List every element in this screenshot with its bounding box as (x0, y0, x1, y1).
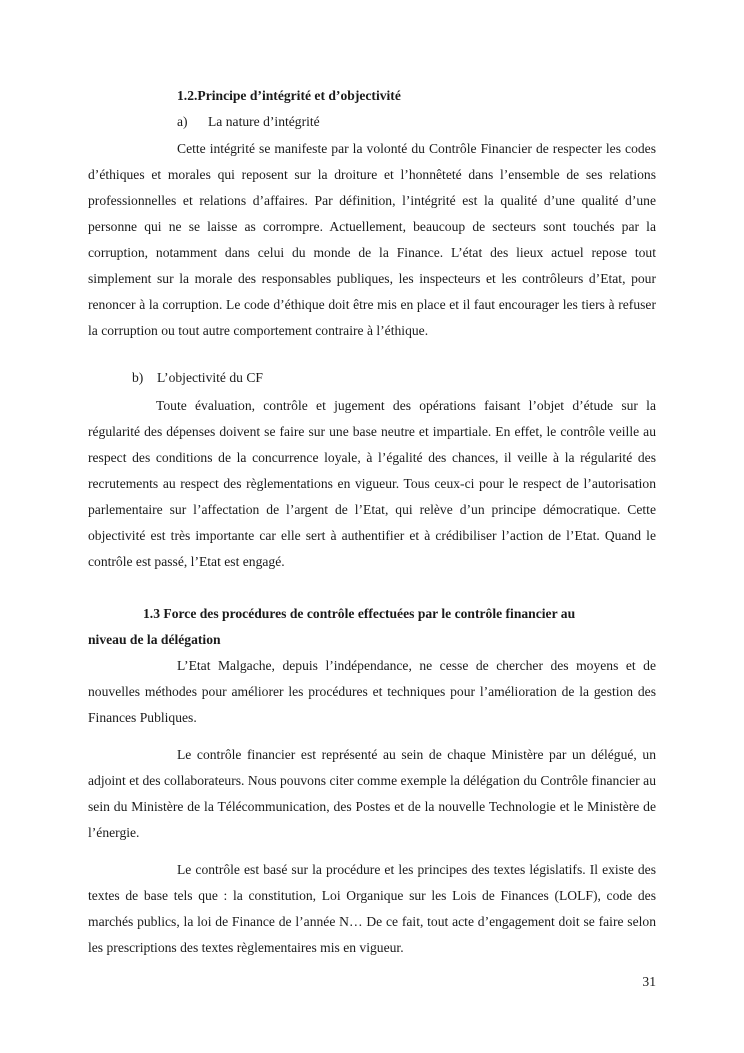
subheading-a-title: La nature d’intégrité (208, 114, 320, 129)
subheading-b (132, 370, 263, 386)
section-heading-1-2: 1.2.Principe d’intégrité et d’objectivité (177, 88, 401, 103)
subheading-b-label: b) (132, 370, 144, 385)
subheading-a-label: a) (177, 114, 188, 129)
page-number: 31 (642, 974, 656, 989)
subheading-a (177, 114, 320, 130)
section-heading-1-3 (88, 601, 656, 653)
section-heading-1-3-line1: 1.3 Force des procédures de contrôle effectuées par le contrôle financier au (143, 606, 576, 621)
paragraph-objectivity: Toute évaluation, contrôle et jugement des opérations faisant l’objet d’étude sur la régularité des dépenses doivent se faire sur une base neutre et impartiale. En effet, le contrôle veille au respect des conditions de la concurrence loyale, à l’égalité des chances, il veille à la régularité des recrutements au respect des règlementations en vigueur. Tous ceux-ci pour le respect de l’autorisation parlementaire sur l’affectation de l’argent de l’Etat, qui relève d’un principe démocratique. Cette objectivité est très importante car elle sert à authentifier et à crédibiliser l’action de l’Etat. Quand le contrôle est passé, l’Etat est engagé. (88, 398, 656, 569)
paragraph-integrity: Cette intégrité se manifeste par la volonté du Contrôle Financier de respecter les codes d’éthiques et morales qui reposent sur la droiture et l’honnêteté dans l’ensemble de ses relations professionnelles et relations d’affaires. Par définition, l’intégrité est la qualité d’une qualité d’une personne qui ne se laisse as corrompre. Actuellement, beaucoup de secteurs sont touchés par la corruption, notamment dans celui du monde de la Finance. L’état des lieux actuel repose tout simplement sur la morale des responsables publiques, les inspecteurs et les contrôleurs d’Etat, pour renoncer à la corruption. Le code d’éthique doit être mis en place et il faut encourager les tiers à refuser la corruption ou tout autre comportement contraire à l’éthique. (88, 141, 656, 338)
subheading-b-title: L’objectivité du CF (157, 370, 263, 385)
section-heading-1-3-line2: niveau de la délégation (88, 632, 221, 647)
paragraph-textes-legislatifs: Le contrôle est basé sur la procédure et les principes des textes législatifs. Il existe des textes de base tels que : la constitution, Loi Organique sur les Lois de Finances (LOLF), code des marchés publics, la loi de Finance de l’année N… De ce fait, tout acte d’engagement doit se faire selon les prescriptions des textes règlementaires mis en vigueur. (88, 862, 656, 955)
paragraph-etat-malgache: L’Etat Malgache, depuis l’indépendance, ne cesse de chercher des moyens et de nouvelles méthodes pour améliorer les procédures et techniques pour l’amélioration de la gestion des Finances Publiques. (88, 658, 656, 725)
paragraph-controle-representation: Le contrôle financier est représenté au sein de chaque Ministère par un délégué, un adjoint et des collaborateurs. Nous pouvons citer comme exemple la délégation du Contrôle financier au sein du Ministère de la Télécommunication, des Postes et de la nouvelle Technologie et le Ministère de l’énergie. (88, 747, 656, 840)
